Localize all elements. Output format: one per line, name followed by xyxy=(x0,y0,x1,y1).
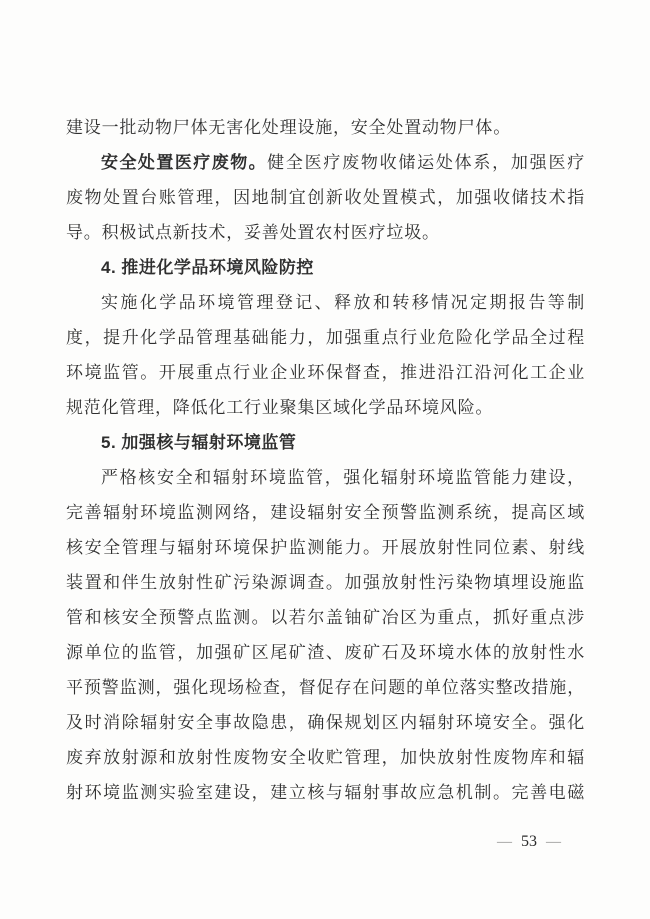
text-run: 射环境监测实验室建设，建立核与辐射事故应急机制。完善电磁 xyxy=(66,783,585,802)
text-line xyxy=(66,390,585,425)
text-run: 平预警监测，强化现场检查，督促存在问题的单位落实整改措施， xyxy=(66,678,585,697)
section-heading xyxy=(66,250,585,285)
text-line xyxy=(66,775,585,810)
text-run: 严格核安全和辐射环境监管，强化辐射环境监管能力建设， xyxy=(101,468,585,487)
page-number-dash-left: — xyxy=(497,834,512,850)
page-number-value: 53 xyxy=(521,833,537,850)
page-number xyxy=(497,833,561,851)
text-line xyxy=(66,600,585,635)
text-line xyxy=(66,635,585,670)
text-line xyxy=(66,215,585,250)
text-run: 规范化管理，降低化工行业聚集区域化学品环境风险。 xyxy=(66,398,494,417)
text-run: 健全医疗废物收储运处体系，加强医疗 xyxy=(267,153,585,172)
text-line xyxy=(66,355,585,390)
text-line xyxy=(66,285,585,320)
text-run: 源单位的监管，加强矿区尾矿渣、废矿石及环境水体的放射性水 xyxy=(66,643,585,662)
text-line xyxy=(66,705,585,740)
text-run: 装置和伴生放射性矿污染源调查。加强放射性污染物填埋设施监 xyxy=(66,573,585,592)
text-run: 度，提升化学品管理基础能力，加强重点行业危险化学品全过程 xyxy=(66,328,585,347)
text-run: 核安全管理与辐射环境保护监测能力。开展放射性同位素、射线 xyxy=(66,538,585,557)
text-run: 环境监管。开展重点行业企业环保督查，推进沿江沿河化工企业 xyxy=(66,363,585,382)
section-heading xyxy=(66,425,585,460)
text-line xyxy=(66,180,585,215)
text-line xyxy=(66,320,585,355)
text-run: 5. 加强核与辐射环境监管 xyxy=(101,433,297,452)
text-line xyxy=(66,670,585,705)
text-line xyxy=(66,740,585,775)
text-run: 完善辐射环境监测网络，建设辐射安全预警监测系统，提高区域 xyxy=(66,503,585,522)
text-run: 管和核安全预警点监测。以若尔盖铀矿冶区为重点，抓好重点涉 xyxy=(66,608,585,627)
text-line xyxy=(66,565,585,600)
text-line xyxy=(66,110,585,145)
page-number-dash-right: — xyxy=(546,834,561,850)
text-run: 建设一批动物尸体无害化处理设施，安全处置动物尸体。 xyxy=(66,118,511,137)
text-run: 废物处置台账管理，因地制宜创新收处置模式，加强收储技术指 xyxy=(66,188,585,207)
text-run: 废弃放射源和放射性废物安全收贮管理，加快放射性废物库和辐 xyxy=(66,748,585,767)
bold-lead-in: 安全处置医疗废物。 xyxy=(101,153,268,172)
text-run: 4. 推进化学品环境风险防控 xyxy=(101,258,314,277)
text-line xyxy=(66,145,585,180)
text-run: 导。积极试点新技术，妥善处置农村医疗垃圾。 xyxy=(66,223,440,242)
text-run: 及时消除辐射安全事故隐患，确保规划区内辐射环境安全。强化 xyxy=(66,713,585,732)
document-body xyxy=(66,110,585,810)
text-line xyxy=(66,495,585,530)
text-line xyxy=(66,530,585,565)
text-line xyxy=(66,460,585,495)
text-run: 实施化学品环境管理登记、释放和转移情况定期报告等制 xyxy=(101,293,585,312)
